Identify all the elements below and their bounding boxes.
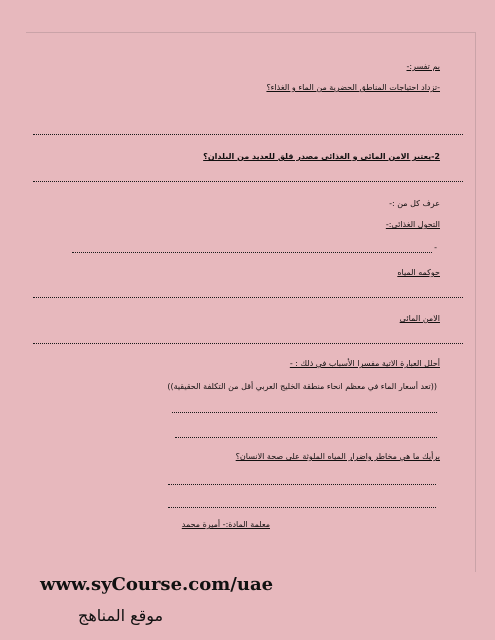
- opinion-question: برأيك ما هي مخاطر واضرار المياه الملوثة على صحة الانسان؟: [235, 452, 440, 461]
- answer-line: [33, 297, 463, 298]
- footer-site-name: موقع المناهج: [78, 606, 164, 625]
- question-1: -تزداد احتياجات المناطق الحضرية من الماء و الغذاء؟: [266, 83, 440, 92]
- term-dash: -: [434, 243, 437, 252]
- analyze-statement: ((تعد أسعار الماء في معظم انحاء منطقة الخليج العربي أقل من التكلفة الحقيقية)): [167, 382, 437, 391]
- page-border-right: [475, 32, 476, 572]
- answer-line: [33, 181, 463, 182]
- footer-url: www.syCourse.com/uae: [40, 574, 274, 595]
- answer-line: [33, 343, 463, 344]
- answer-line: [175, 437, 437, 438]
- teacher-name: معلمة المادة:- أميرة محمد: [181, 520, 270, 529]
- answer-line: [168, 484, 436, 485]
- answer-line: [33, 134, 463, 135]
- answer-line: [72, 252, 432, 253]
- explain-heading: بم تفسر:-: [406, 62, 440, 71]
- answer-line: [172, 412, 437, 413]
- term-water-governance: حوكمه المياه: [397, 268, 440, 277]
- page-border-top: [26, 32, 476, 33]
- term-water-security: الامن المائى: [399, 314, 440, 323]
- term-food-transition: التحول الغذائى:-: [385, 220, 440, 229]
- question-2: 2-يعتبر الامن المائى و الغذائى مصدر قلق للعديد من البلدان؟: [203, 152, 440, 161]
- define-heading: عرف كل من :-: [389, 199, 440, 208]
- answer-line: [168, 507, 436, 508]
- analyze-heading: أحلل العبارة الاتية مفسرا الأسباب في ذلك : -: [289, 359, 440, 368]
